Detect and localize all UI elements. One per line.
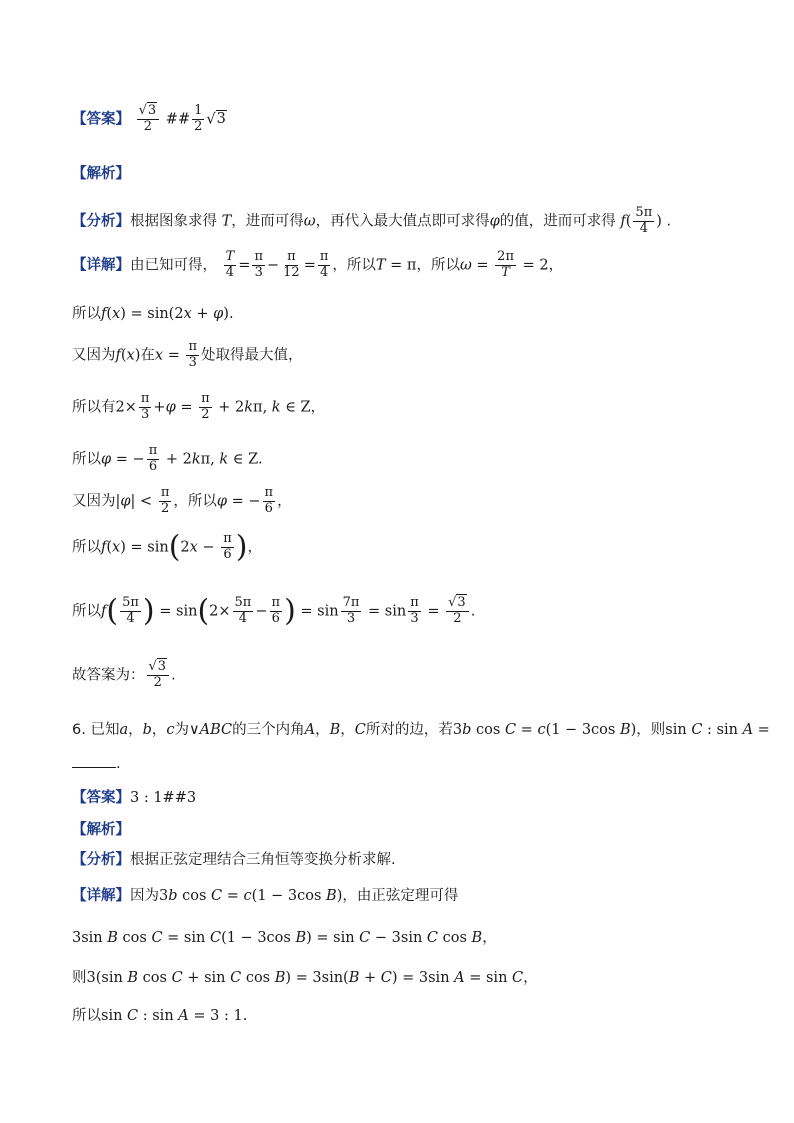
q5-max-line: 又因为f(x)在x = $\frac{\pi}{3}$ 处取得最大值， — [72, 339, 303, 370]
detail-label-6: 【详解】 — [72, 888, 130, 904]
fenxi-text-b: ，进而可得 — [231, 213, 304, 230]
detail-text-6a: 因为 — [130, 888, 159, 904]
so-text-2: 所以 — [72, 451, 101, 468]
q5-detail-line: 【详解】由已知可得， $\frac{T}{4}$ = $\frac{\pi}{3}$ − $\frac{\pi}{12}$ = $\frac{\pi}{4}$ ，所以T = π，所以ω = $\frac{2\pi}{T}$ = 2， — [72, 249, 564, 280]
fenxi-text-c: ，再代入最大值点即可求得 — [315, 213, 490, 230]
so-have-text: 所以有 — [72, 399, 116, 416]
q6-text-e: ，则 — [636, 722, 666, 738]
q5-equation-line: 所以有2× $\frac{\pi}{3}$ +φ = $\frac{\pi}{2}$ + 2kπ, k ∈ Z， — [72, 391, 326, 422]
q5-analysis-label: 【解析】 — [72, 166, 130, 182]
detail-text-a: 由已知可得， — [130, 257, 217, 274]
q6-detail-line: 【详解】因为3b cos C = c(1 − 3cos B)，由正弦定理可得 — [72, 888, 459, 904]
q5-answer-line: 【答案】 $\frac{√3}{2}$ ## $\frac{1}{2}$ √3 — [72, 103, 226, 134]
q5-evaluate-line: 所以f( $\frac{5\pi}{4}$ ) = sin(2× $\frac{5\pi}{4}$ − $\frac{\pi}{6}$ ) = sin $\frac{7\pi}{3}$ = sin $\frac{\pi}{3}$ = $\frac{√3}{2}$ . — [72, 593, 476, 629]
q6-fenxi-line — [72, 848, 396, 869]
q6-sum-line: 则3(sin B cos C + sin C cos B) = 3sin(B + C) = 3sin A = sin C， — [72, 970, 538, 986]
q6-text-b: 为 — [174, 722, 190, 738]
half-fraction: $\frac{1}{2}$ — [194, 103, 203, 134]
so-text-4: 所以 — [72, 539, 101, 556]
detail-text-6b: ，由正弦定理可得 — [342, 888, 459, 904]
therefore-label: 故答案为： — [72, 667, 145, 684]
detail-text-b: ，所以 — [332, 257, 376, 274]
q6-text-d: 所对的边，若 — [365, 722, 453, 738]
answer-label: 【答案】 — [72, 111, 130, 128]
also-because-text: 又因为 — [72, 347, 116, 364]
q6-text-c: 的三个内角 — [232, 722, 305, 738]
answer-label-6: 【答案】 — [72, 790, 130, 806]
fenxi-label-6: 【分析】 — [72, 852, 130, 868]
answer-text-6: 3 : 1##3 — [130, 790, 197, 806]
q5-fx-final-line: 所以f(x) = sin(2x − $\frac{\pi}{6}$ )， — [72, 529, 262, 565]
fenxi-text-a: 根据图象求得 — [130, 213, 217, 230]
q6-blank-line: . — [72, 756, 121, 772]
detail-label: 【详解】 — [72, 257, 130, 274]
so-text: 所以 — [72, 306, 101, 322]
q6-analysis-label: 【解析】 — [72, 822, 130, 838]
so-text-5: 所以 — [72, 603, 101, 620]
fenxi-text-6: 根据正弦定理结合三角恒等变换分析求解. — [130, 852, 396, 868]
q6-answer-line — [72, 786, 196, 807]
at-text: 在 — [140, 347, 155, 364]
then-text: 则 — [72, 970, 87, 986]
also-because-text-2: 又因为 — [72, 493, 116, 510]
q5-fenxi-line: 【分析】根据图象求得 T，进而可得ω，再代入最大值点即可求得φ的值，进而可求得 f( $\frac{5\pi}{4}$ ) . — [72, 205, 672, 236]
fenxi-label: 【分析】 — [72, 213, 130, 230]
question-number: 6. — [72, 722, 86, 738]
answer-blank — [72, 767, 116, 768]
q5-abs-line: 又因为|φ| < $\frac{\pi}{2}$ ，所以φ = − $\frac{\pi}{6}$ ， — [72, 485, 292, 516]
max-text: 处取得最大值， — [201, 347, 303, 364]
q6-text-a: 已知 — [90, 722, 120, 738]
fenxi-text-d: 的值，进而可求得 — [499, 213, 616, 230]
q5-phi-line: 所以φ = − $\frac{\pi}{6}$ + 2kπ, k ∈ Z. — [72, 443, 263, 474]
answer-fraction: $\frac{√3}{2}$ — [137, 104, 160, 135]
q5-fx-line: 所以f(x) = sin(2x + φ). — [72, 306, 234, 322]
so-text-6: 所以 — [72, 1008, 101, 1024]
q6-sine-line: 3sin B cos C = sin C(1 − 3cos B) = sin C − 3sin C cos B， — [72, 930, 497, 946]
so-text-3: 所以 — [187, 493, 217, 510]
q6-question-line: 6. 已知a，b，c为∨ABC的三个内角A，B，C所对的边，若3b cos C = c(1 − 3cos B)，则sin C : sin A = — [72, 722, 770, 738]
q6-result-line: 所以sin C : sin A = 3 : 1. — [72, 1008, 248, 1024]
detail-text-c: ，所以 — [416, 257, 460, 274]
q5-therefore-line: 故答案为： $\frac{√3}{2}$ . — [72, 659, 176, 690]
